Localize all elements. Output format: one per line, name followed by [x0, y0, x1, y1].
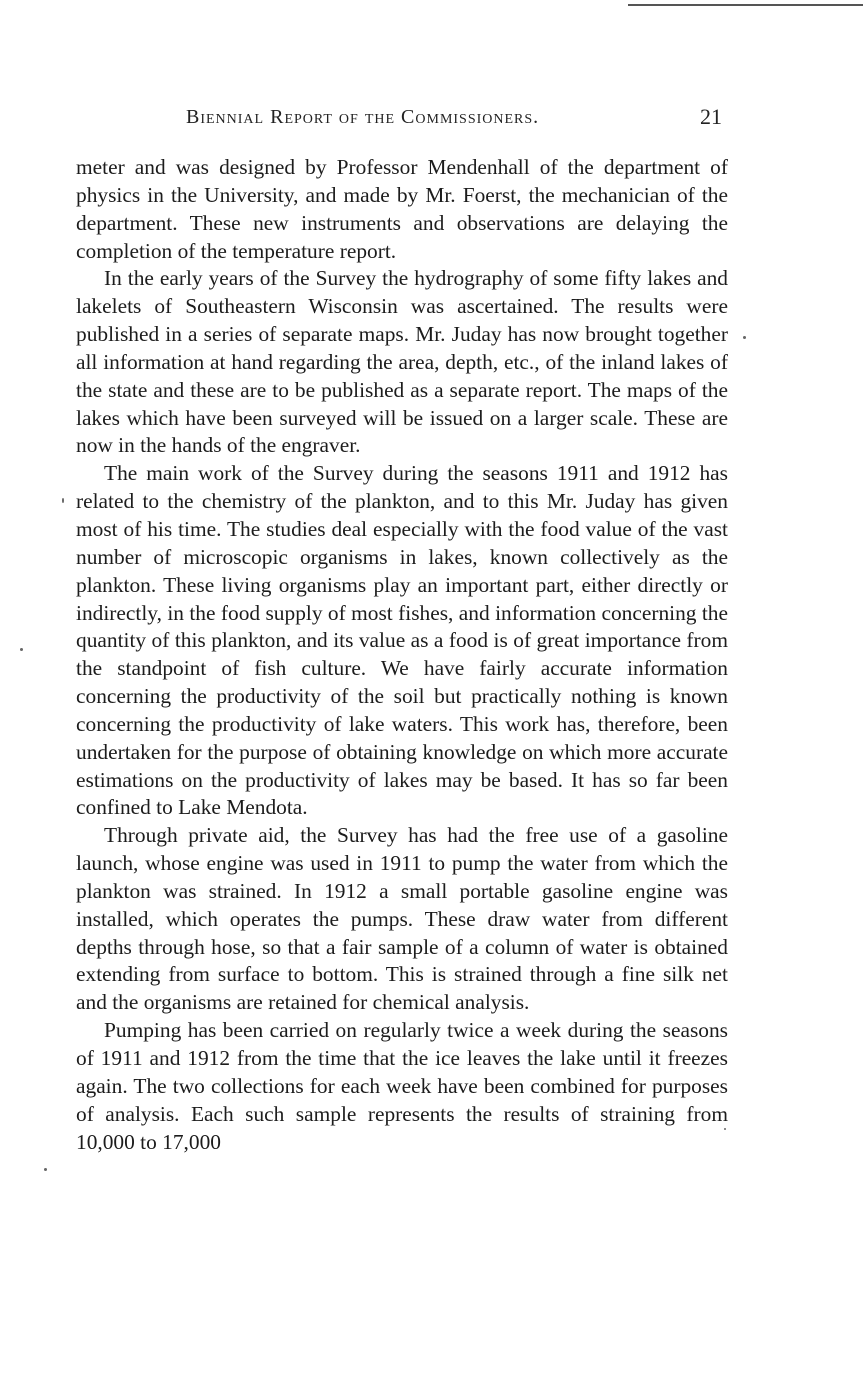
print-speck — [44, 1168, 47, 1171]
paragraph-pumping: Pumping has been carried on regularly twice a week during the seasons of 1911 and 1912 from the time that the ice leaves the lake until it freezes again. The two collections for each week have been combined for purposes of analysis. Each such sample represents the results of straining from 10,000 to 17,000 — [76, 1018, 728, 1154]
print-speck — [724, 1128, 726, 1130]
page-number: 21 — [700, 104, 722, 129]
print-speck — [20, 648, 23, 651]
running-title: Biennial Report of the Commissioners. — [186, 106, 540, 128]
body-text — [76, 154, 728, 1156]
paragraph-gasoline-launch: Through private aid, the Survey has had the free use of a gasoline launch, whose engine was used in 1911 to pump the water from which the plankton was strained. In 1912 a small portable gasoline engine was installed, which operates the pumps. These draw water from different depths through hose, so that a fair sample of a column of water is obtained extending from surface to bottom. This is strained through a fine silk net and the organisms are retained for chemical analysis. — [76, 823, 728, 1015]
paragraph-continued: meter and was designed by Professor Mendenhall of the department of physics in the University, and made by Mr. Foerst, the mechanician of the department. These new instruments and observations are delaying the completion of the temperature report. — [76, 155, 728, 263]
top-edge-rule — [628, 4, 863, 6]
print-speck — [62, 498, 64, 503]
print-speck — [743, 336, 746, 339]
paragraph-hydrography: In the early years of the Survey the hydrography of some fifty lakes and lakelets of Southeastern Wisconsin was ascertained. The results were published in a series of separate maps. Mr. Juday has now brought together all information at hand regarding the area, depth, etc., of the inland lakes of the state and these are to be published as a separate report. The maps of the lakes which have been surveyed will be issued on a larger scale. These are now in the hands of the engraver. — [76, 266, 728, 458]
running-head — [186, 104, 726, 134]
paragraph-plankton-chemistry: The main work of the Survey during the seasons 1911 and 1912 has related to the chemistry of the plankton, and to this Mr. Juday has given most of his time. The studies deal especially with the food value of the vast number of microscopic organisms in lakes, known collectively as the plankton. These living organisms play an important part, either directly or indirectly, in the food supply of most fishes, and information concerning the quantity of this plankton, and its value as a food is of great importance from the standpoint of fish culture. We have fairly accurate information concerning the productivity of the soil but practically nothing is known concerning the productivity of lake waters. This work has, therefore, been undertaken for the purpose of obtaining knowledge on which more accurate estimations on the productivity of lakes may be based. It has so far been confined to Lake Mendota. — [76, 461, 728, 820]
